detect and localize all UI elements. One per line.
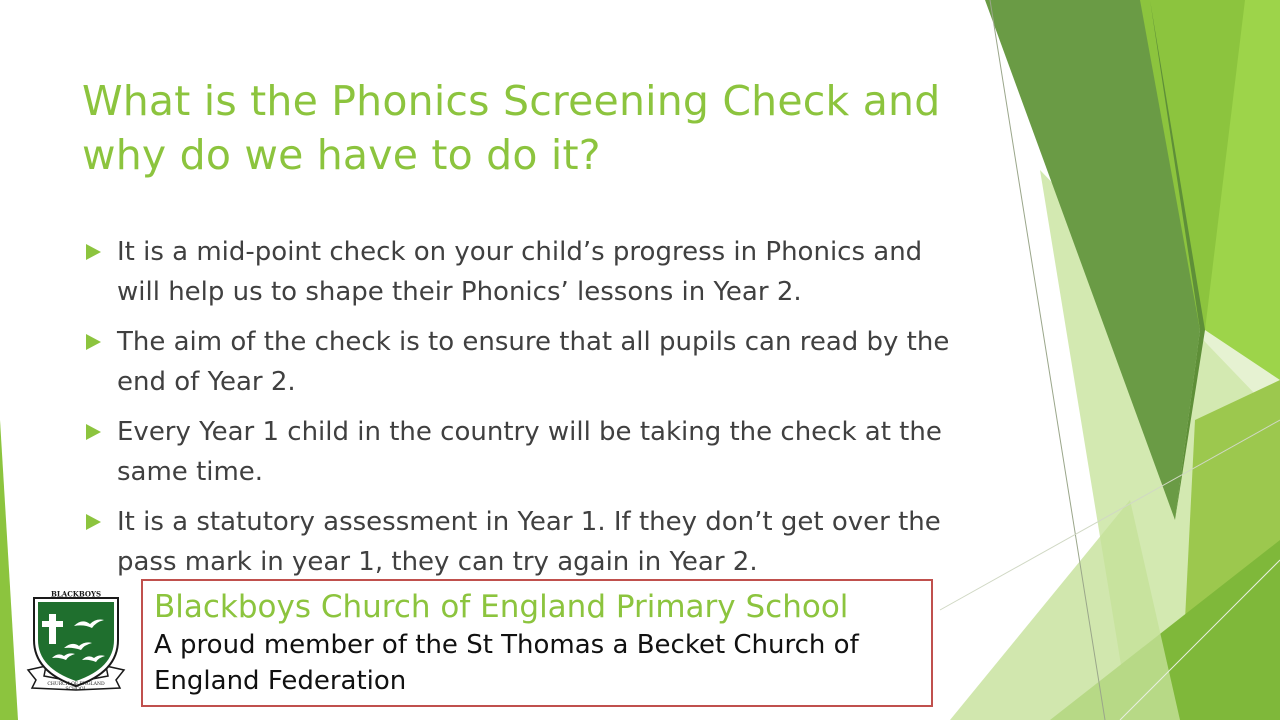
bullet-text: Every Year 1 child in the country will be taking the check at the same time. [117, 417, 942, 487]
svg-text:SCHOOL: SCHOOL [65, 687, 87, 692]
left-green-sliver [0, 420, 18, 720]
triangle-bullet-icon [86, 334, 101, 350]
school-name: Blackboys Church of England Primary School [154, 589, 849, 625]
triangle-bullet-icon [86, 514, 101, 530]
slide-title: What is the Phonics Screening Check and why do we have to do it? [82, 77, 941, 179]
triangle-bullet-icon [86, 244, 101, 260]
svg-text:CHURCH OF ENGLAND: CHURCH OF ENGLAND [47, 682, 105, 687]
bullet-list [86, 232, 966, 592]
federation-text: A proud member of the St Thomas a Becket Church of England Federation [154, 630, 859, 696]
bullet-text: The aim of the check is to ensure that all pupils can read by the end of Year 2. [117, 327, 950, 397]
bullet-text: It is a statutory assessment in Year 1. If they don’t get over the pass mark in year 1, they can try again in Year 2. [117, 507, 941, 577]
bullet-item [86, 502, 966, 582]
bullet-text: It is a mid-point check on your child’s progress in Phonics and will help us to shape their Phonics’ lessons in Year 2. [117, 237, 923, 307]
school-crest-icon [24, 590, 128, 694]
bullet-item [86, 412, 966, 492]
bullet-item [86, 322, 966, 402]
school-info-box [141, 579, 933, 707]
triangle-bullet-icon [86, 424, 101, 440]
bullet-item [86, 232, 966, 312]
svg-text:BLACKBOYS: BLACKBOYS [50, 590, 102, 599]
